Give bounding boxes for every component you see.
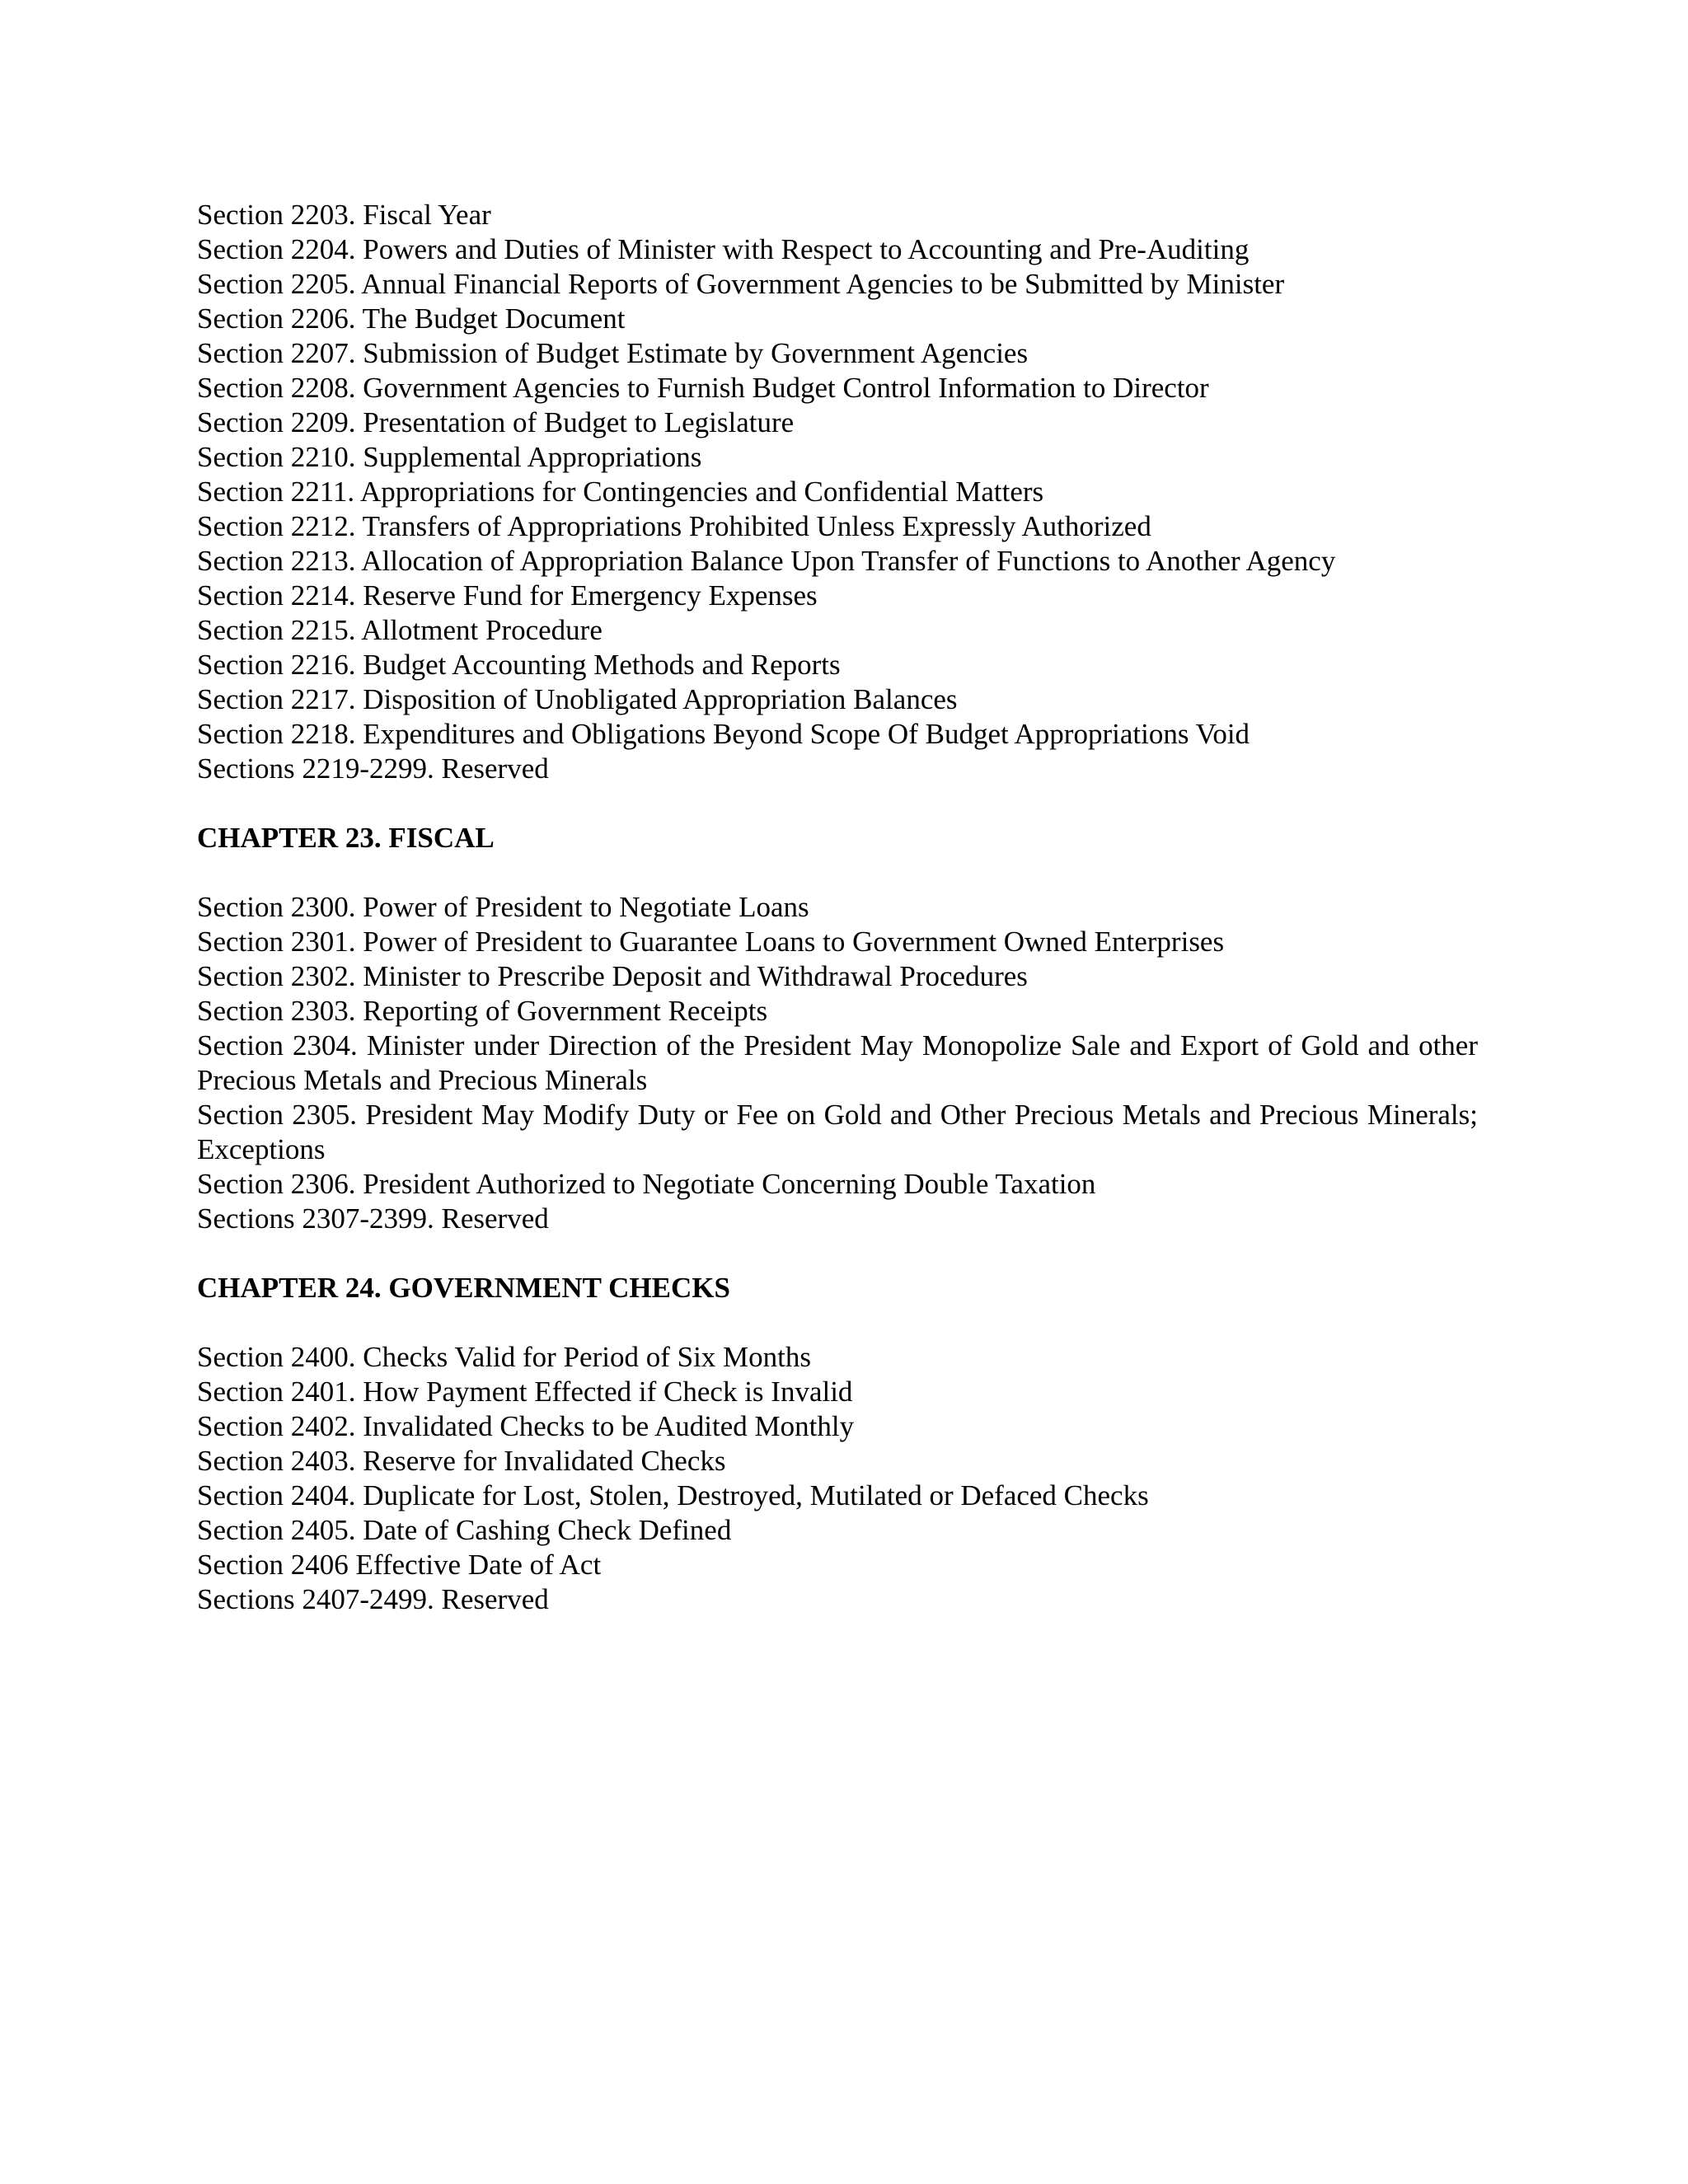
section-entry-2203: Section 2203. Fiscal Year [197,199,491,231]
section-entry-2209: Section 2209. Presentation of Budget to Legislature [197,406,795,438]
spacer [197,855,1478,890]
section-entry-2215: Section 2215. Allotment Procedure [197,614,603,646]
section-entry-2303: Section 2303. Reporting of Government Receipts [197,995,768,1027]
spacer [197,1236,1478,1271]
section-entry-2207: Section 2207. Submission of Budget Estimate by Government Agencies [197,337,1029,369]
section-entry-2213: Section 2213. Allocation of Appropriation Balance Upon Transfer of Functions to Another Agency [197,545,1336,577]
section-entry-2302: Section 2302. Minister to Prescribe Deposit and Withdrawal Procedures [197,960,1028,992]
section-entry-2204: Section 2204. Powers and Duties of Minister with Respect to Accounting and Pre-Auditing [197,233,1250,265]
section-entry-2404: Section 2404. Duplicate for Lost, Stolen, Destroyed, Mutilated or Defaced Checks [197,1479,1149,1511]
section-entry-2304: Section 2304. Minister under Direction of the President May Monopolize Sale and Export of Gold and other Precious Metals and Precious Minerals [197,1029,1478,1096]
section-entry-2307-2399: Sections 2307-2399. Reserved [197,1202,549,1235]
section-entry-2305: Section 2305. President May Modify Duty or Fee on Gold and Other Precious Metals and Precious Minerals; Exceptions [197,1099,1478,1165]
section-entry-2405: Section 2405. Date of Cashing Check Defined [197,1514,732,1546]
chapter-24-section-list [197,1340,1478,1617]
chapter-22-section-list [197,198,1478,786]
section-entry-2406: Section 2406 Effective Date of Act [197,1549,602,1581]
section-entry-2218: Section 2218. Expenditures and Obligations Beyond Scope Of Budget Appropriations Void [197,718,1250,750]
section-entry-2217: Section 2217. Disposition of Unobligated Appropriation Balances [197,683,958,715]
section-entry-2402: Section 2402. Invalidated Checks to be Audited Monthly [197,1410,855,1442]
section-entry-2208: Section 2208. Government Agencies to Furnish Budget Control Information to Director [197,372,1209,404]
chapter-23-section-list [197,890,1478,1236]
section-entry-2210: Section 2210. Supplemental Appropriations [197,441,702,473]
spacer [197,786,1478,821]
section-entry-2401: Section 2401. How Payment Effected if Check is Invalid [197,1376,853,1408]
document-page [197,198,1478,1617]
section-entry-2212: Section 2212. Transfers of Appropriations Prohibited Unless Expressly Authorized [197,510,1151,542]
section-entry-2216: Section 2216. Budget Accounting Methods and Reports [197,649,841,681]
chapter-24-heading: CHAPTER 24. GOVERNMENT CHECKS [197,1272,730,1304]
section-entry-2206: Section 2206. The Budget Document [197,302,626,335]
section-entry-2211: Section 2211. Appropriations for Contingencies and Confidential Matters [197,476,1044,508]
section-entry-2403: Section 2403. Reserve for Invalidated Checks [197,1445,726,1477]
chapter-23-heading: CHAPTER 23. FISCAL [197,822,495,854]
section-entry-2205: Section 2205. Annual Financial Reports of Government Agencies to be Submitted by Minister [197,268,1285,300]
section-entry-2400: Section 2400. Checks Valid for Period of Six Months [197,1341,812,1373]
section-entry-2219-2299: Sections 2219-2299. Reserved [197,752,549,785]
section-entry-2301: Section 2301. Power of President to Guarantee Loans to Government Owned Enterprises [197,926,1225,958]
section-entry-2407-2499: Sections 2407-2499. Reserved [197,1583,549,1615]
section-entry-2300: Section 2300. Power of President to Negotiate Loans [197,891,809,923]
spacer [197,1305,1478,1340]
section-entry-2306: Section 2306. President Authorized to Negotiate Concerning Double Taxation [197,1168,1096,1200]
section-entry-2214: Section 2214. Reserve Fund for Emergency Expenses [197,579,818,612]
